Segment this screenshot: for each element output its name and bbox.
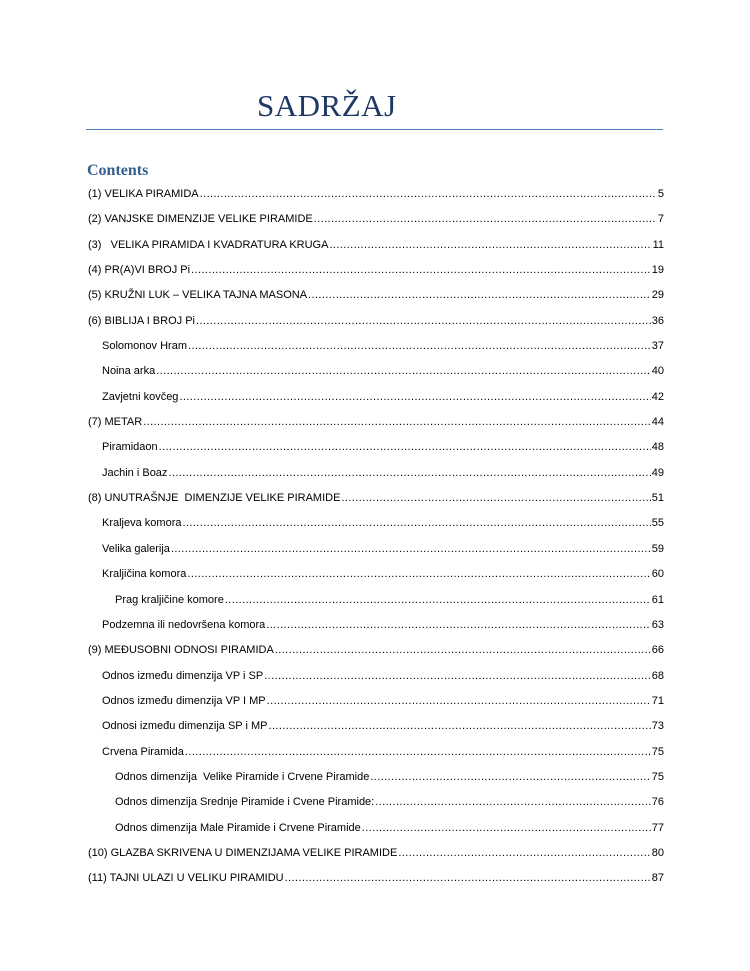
toc-entry-label: Prag kraljičine komore <box>115 593 224 606</box>
toc-entry[interactable] <box>88 689 664 714</box>
toc-entry[interactable] <box>88 385 664 410</box>
toc-entry-label: Odnos dimenzija Velike Piramide i Crvene Piramide <box>115 770 370 783</box>
toc-entry-page-number: 80 <box>651 846 664 859</box>
toc-entry[interactable] <box>88 638 664 663</box>
toc-entry[interactable] <box>88 866 664 891</box>
toc-entry-label: (11) TAJNI ULAZI U VELIKU PIRAMIDU <box>88 872 284 885</box>
toc-entry[interactable] <box>88 435 664 460</box>
toc-entry-page-number: 59 <box>651 542 664 555</box>
toc-entry[interactable] <box>88 359 664 384</box>
toc-entry[interactable] <box>88 486 664 511</box>
toc-entry-label: (10) GLAZBA SKRIVENA U DIMENZIJAMA VELIKE PIRAMIDE <box>88 846 398 859</box>
toc-dot-leader <box>267 689 651 714</box>
toc-entry-page-number: 87 <box>651 872 664 885</box>
toc-entry-page-number: 77 <box>651 821 664 834</box>
toc-entry[interactable] <box>88 816 664 841</box>
toc-dot-leader <box>159 435 651 460</box>
toc-dot-leader <box>275 638 651 663</box>
toc-entry[interactable] <box>88 765 664 790</box>
toc-entry[interactable] <box>88 562 664 587</box>
toc-entry-page-number: 40 <box>651 365 664 378</box>
table-of-contents <box>88 182 664 892</box>
toc-entry-label: Odnos između dimenzija VP I MP <box>102 694 266 707</box>
toc-entry[interactable] <box>88 511 664 536</box>
toc-dot-leader <box>179 385 650 410</box>
toc-entry-page-number: 76 <box>651 796 664 809</box>
toc-entry-label: Odnosi između dimenzija SP i MP <box>102 720 268 733</box>
toc-dot-leader <box>268 714 650 739</box>
toc-entry-label: (3) VELIKA PIRAMIDA I KVADRATURA KRUGA <box>88 238 329 251</box>
toc-entry-page-number: 42 <box>651 390 664 403</box>
toc-entry-label: Podzemna ili nedovršena komora <box>102 618 266 631</box>
toc-entry[interactable] <box>88 309 664 334</box>
toc-dot-leader <box>182 511 650 536</box>
toc-dot-leader <box>341 486 650 511</box>
toc-entry[interactable] <box>88 258 664 283</box>
toc-entry[interactable] <box>88 233 664 258</box>
toc-entry-label: Kraljičina komora <box>102 568 187 581</box>
toc-entry-page-number: 5 <box>657 188 664 200</box>
toc-entry[interactable] <box>88 841 664 866</box>
toc-entry-label: Piramidaon <box>102 441 158 454</box>
toc-entry-label: Odnos dimenzija Srednje Piramide i Cvene Piramide: <box>115 796 375 809</box>
toc-dot-leader <box>398 841 650 866</box>
toc-entry-label: (9) MEĐUSOBNI ODNOSI PIRAMIDA <box>88 644 274 657</box>
toc-entry-label: Velika galerija <box>102 542 170 555</box>
toc-dot-leader <box>196 309 651 334</box>
toc-entry-label: Zavjetni kovčeg <box>102 390 179 403</box>
toc-dot-leader <box>225 588 651 613</box>
toc-entry-label: (5) KRUŽNI LUK – VELIKA TAJNA MASONA <box>88 289 308 302</box>
toc-entry-page-number: 55 <box>651 517 664 530</box>
toc-dot-leader <box>362 816 651 841</box>
toc-entry-label: Solomonov Hram <box>102 340 187 353</box>
toc-entry-page-number: 19 <box>651 264 664 277</box>
toc-dot-leader <box>188 334 651 359</box>
toc-entry-page-number: 11 <box>652 238 664 251</box>
toc-entry[interactable] <box>88 207 664 232</box>
toc-entry-label: (7) METAR <box>88 416 143 429</box>
toc-entry[interactable] <box>88 790 664 815</box>
toc-entry[interactable] <box>88 714 664 739</box>
toc-dot-leader <box>285 866 651 891</box>
toc-entry-page-number: 29 <box>651 289 664 302</box>
toc-dot-leader <box>187 562 650 587</box>
toc-dot-leader <box>191 258 651 283</box>
contents-heading: Contents <box>87 162 149 179</box>
toc-entry[interactable] <box>88 410 664 435</box>
toc-entry-label: Odnos između dimenzija VP i SP <box>102 669 264 682</box>
toc-dot-leader <box>143 410 651 435</box>
toc-entry-label: (4) PR(A)VI BROJ Pi <box>88 264 191 277</box>
toc-entry-page-number: 66 <box>651 644 664 657</box>
toc-entry[interactable] <box>88 334 664 359</box>
toc-entry-page-number: 75 <box>651 770 664 783</box>
toc-entry-label: Kraljeva komora <box>102 517 182 530</box>
toc-entry-page-number: 49 <box>651 466 664 479</box>
toc-entry-page-number: 36 <box>651 314 664 327</box>
toc-entry-page-number: 68 <box>651 669 664 682</box>
toc-entry[interactable] <box>88 182 664 207</box>
toc-entry[interactable] <box>88 537 664 562</box>
toc-dot-leader <box>200 182 657 207</box>
toc-entry-label: Noina arka <box>102 365 156 378</box>
toc-dot-leader <box>266 613 650 638</box>
page-title: SADRŽAJ <box>257 88 397 123</box>
toc-entry[interactable] <box>88 664 664 689</box>
toc-entry-page-number: 60 <box>651 568 664 581</box>
toc-dot-leader <box>308 283 651 308</box>
toc-entry-label: (2) VANJSKE DIMENZIJE VELIKE PIRAMIDE <box>88 213 313 226</box>
toc-entry[interactable] <box>88 740 664 765</box>
toc-entry-page-number: 75 <box>651 745 664 758</box>
toc-entry-page-number: 71 <box>651 694 664 707</box>
toc-dot-leader <box>171 537 651 562</box>
toc-dot-leader <box>314 207 657 232</box>
toc-entry[interactable] <box>88 613 664 638</box>
toc-entry-label: (1) VELIKA PIRAMIDA <box>88 188 199 200</box>
toc-entry-page-number: 37 <box>651 340 664 353</box>
toc-entry-page-number: 63 <box>651 618 664 631</box>
title-underline <box>86 129 663 130</box>
toc-entry-page-number: 48 <box>651 441 664 454</box>
toc-entry-page-number: 51 <box>651 492 664 505</box>
toc-entry-page-number: 7 <box>657 213 664 226</box>
toc-entry-label: Crvena Piramida <box>102 745 184 758</box>
toc-entry-label: Odnos dimenzija Male Piramide i Crvene Piramide <box>115 821 361 834</box>
toc-dot-leader <box>370 765 650 790</box>
toc-dot-leader <box>329 233 651 258</box>
toc-entry-label: (6) BIBLIJA I BROJ Pi <box>88 314 195 327</box>
toc-dot-leader <box>375 790 651 815</box>
toc-dot-leader <box>264 664 651 689</box>
toc-entry[interactable] <box>88 283 664 308</box>
toc-dot-leader <box>168 461 650 486</box>
toc-entry-label: Jachin i Boaz <box>102 466 168 479</box>
toc-entry-page-number: 73 <box>651 720 664 733</box>
toc-entry-page-number: 61 <box>651 593 664 606</box>
toc-entry-page-number: 44 <box>651 416 664 429</box>
toc-dot-leader <box>185 740 651 765</box>
toc-entry-label: (8) UNUTRAŠNJE DIMENZIJE VELIKE PIRAMIDE <box>88 492 341 505</box>
toc-dot-leader <box>156 359 651 384</box>
toc-entry[interactable] <box>88 588 664 613</box>
toc-entry[interactable] <box>88 461 664 486</box>
